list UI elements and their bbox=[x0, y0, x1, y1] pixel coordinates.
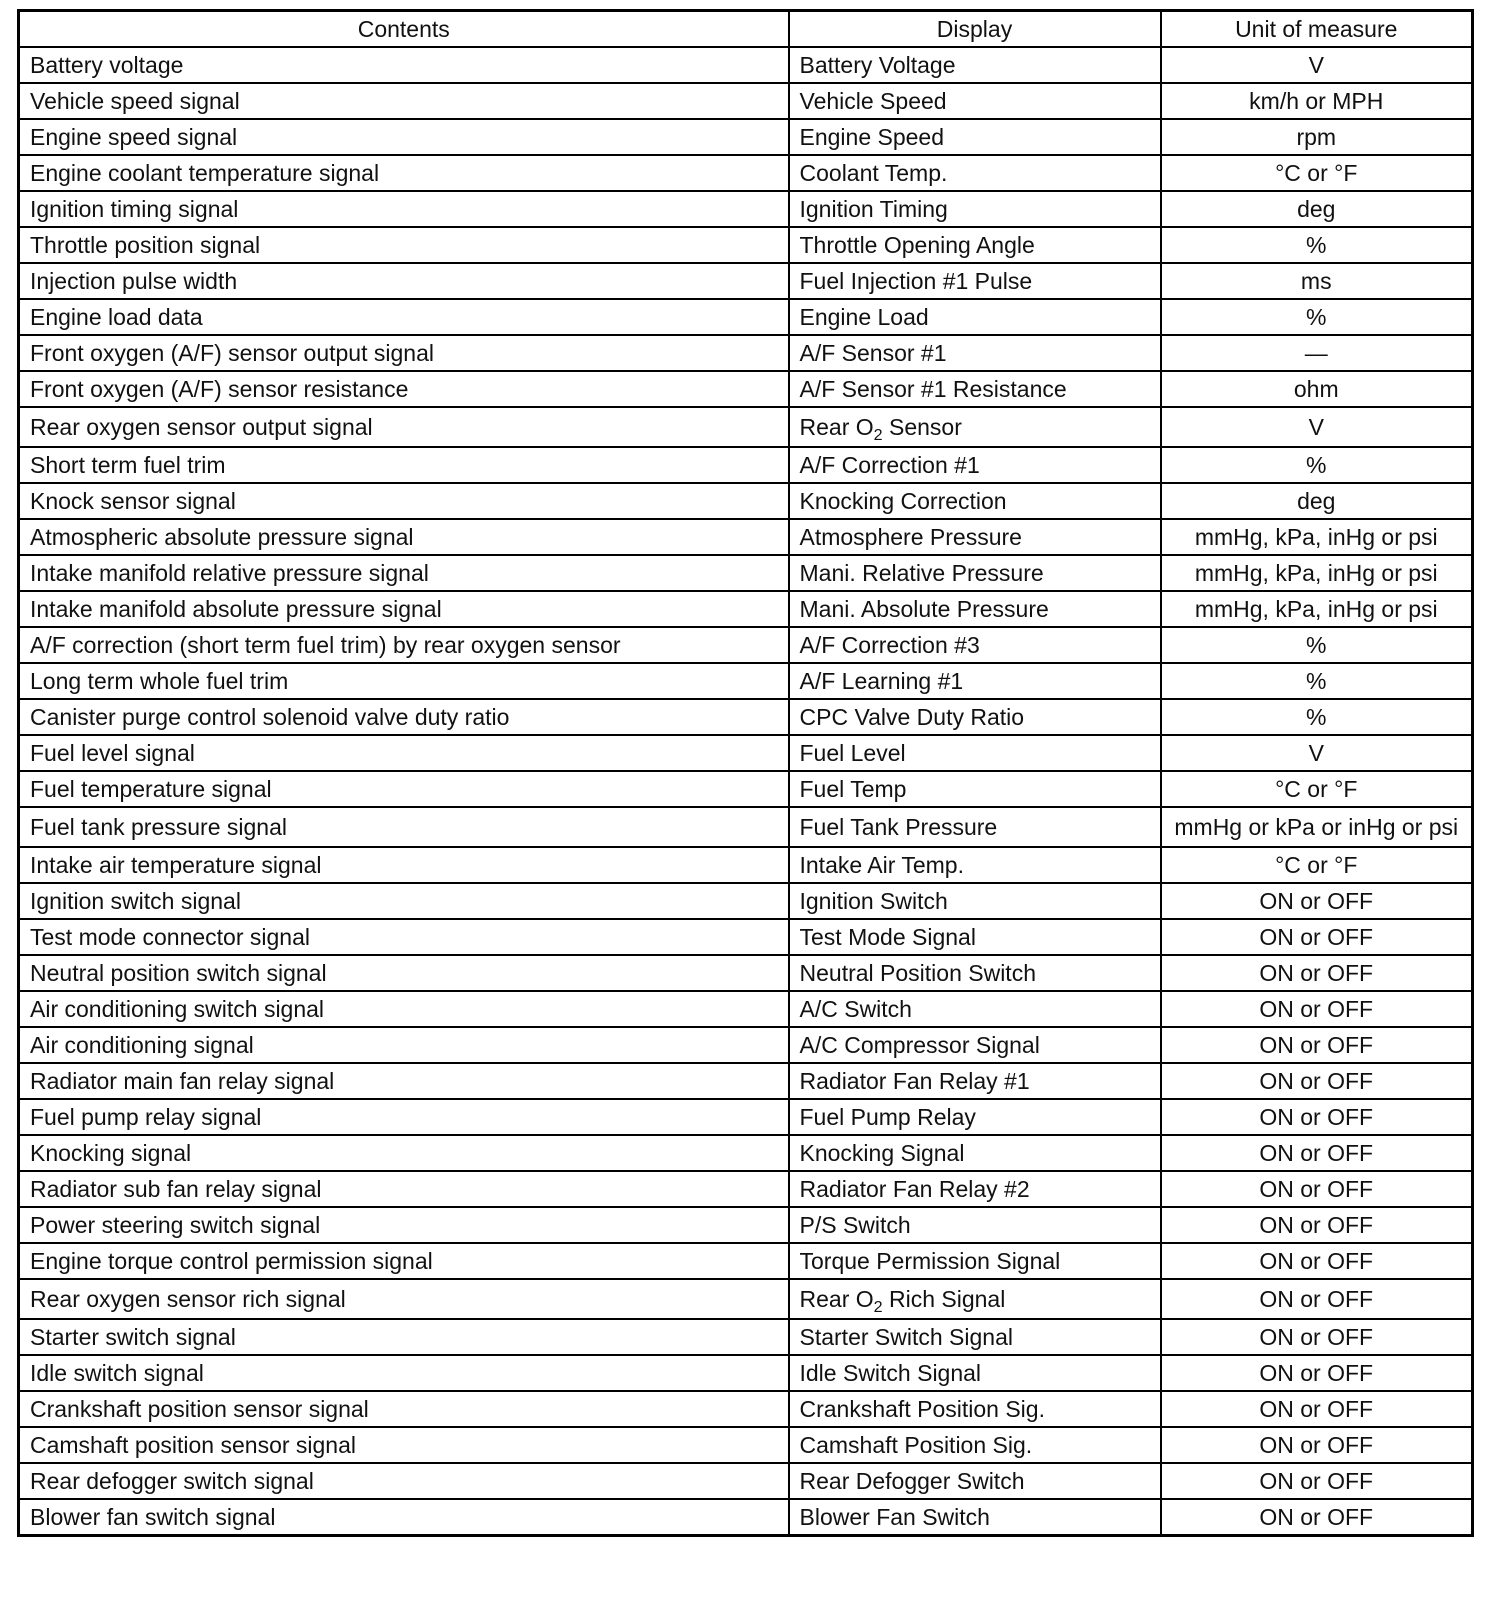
cell-display: A/F Learning #1 bbox=[789, 663, 1161, 699]
cell-display: Mani. Relative Pressure bbox=[789, 555, 1161, 591]
cell-display: Battery Voltage bbox=[789, 47, 1161, 83]
cell-unit: — bbox=[1161, 335, 1473, 371]
cell-display: Idle Switch Signal bbox=[789, 1355, 1161, 1391]
cell-contents: Radiator main fan relay signal bbox=[19, 1063, 789, 1099]
cell-contents: Front oxygen (A/F) sensor output signal bbox=[19, 335, 789, 371]
cell-contents: Intake manifold relative pressure signal bbox=[19, 555, 789, 591]
cell-unit: °C or °F bbox=[1161, 847, 1473, 883]
cell-unit: ON or OFF bbox=[1161, 1099, 1473, 1135]
cell-unit: % bbox=[1161, 663, 1473, 699]
cell-display: Engine Speed bbox=[789, 119, 1161, 155]
table-row bbox=[19, 1355, 1473, 1391]
table-row bbox=[19, 883, 1473, 919]
cell-contents: A/F correction (short term fuel trim) by rear oxygen sensor bbox=[19, 627, 789, 663]
table-row bbox=[19, 1391, 1473, 1427]
cell-contents: Test mode connector signal bbox=[19, 919, 789, 955]
table-row bbox=[19, 1463, 1473, 1499]
cell-contents: Engine coolant temperature signal bbox=[19, 155, 789, 191]
cell-unit: V bbox=[1161, 407, 1473, 447]
cell-contents: Engine speed signal bbox=[19, 119, 789, 155]
table-row bbox=[19, 47, 1473, 83]
header-unit: Unit of measure bbox=[1161, 11, 1473, 48]
table-row bbox=[19, 119, 1473, 155]
table-row bbox=[19, 1279, 1473, 1319]
table-row bbox=[19, 991, 1473, 1027]
table-row bbox=[19, 1063, 1473, 1099]
table-row bbox=[19, 955, 1473, 991]
cell-unit: ON or OFF bbox=[1161, 1319, 1473, 1355]
cell-contents: Rear oxygen sensor rich signal bbox=[19, 1279, 789, 1319]
table-row bbox=[19, 807, 1473, 847]
table-row bbox=[19, 1099, 1473, 1135]
cell-display: CPC Valve Duty Ratio bbox=[789, 699, 1161, 735]
display-text: Rear O bbox=[799, 413, 874, 440]
table-row bbox=[19, 699, 1473, 735]
cell-unit: °C or °F bbox=[1161, 155, 1473, 191]
cell-display: Vehicle Speed bbox=[789, 83, 1161, 119]
cell-display: Starter Switch Signal bbox=[789, 1319, 1161, 1355]
cell-display: Knocking Correction bbox=[789, 483, 1161, 519]
cell-unit: ON or OFF bbox=[1161, 1427, 1473, 1463]
cell-contents: Long term whole fuel trim bbox=[19, 663, 789, 699]
cell-display: Engine Load bbox=[789, 299, 1161, 335]
cell-display: Rear Defogger Switch bbox=[789, 1463, 1161, 1499]
cell-contents: Knocking signal bbox=[19, 1135, 789, 1171]
table-row bbox=[19, 483, 1473, 519]
cell-contents: Ignition timing signal bbox=[19, 191, 789, 227]
cell-contents: Intake air temperature signal bbox=[19, 847, 789, 883]
cell-unit: ON or OFF bbox=[1161, 1207, 1473, 1243]
table-row bbox=[19, 447, 1473, 483]
cell-display bbox=[789, 407, 1161, 447]
cell-unit: ON or OFF bbox=[1161, 1063, 1473, 1099]
cell-contents: Vehicle speed signal bbox=[19, 83, 789, 119]
table-row bbox=[19, 1427, 1473, 1463]
cell-display: P/S Switch bbox=[789, 1207, 1161, 1243]
cell-contents: Rear oxygen sensor output signal bbox=[19, 407, 789, 447]
table-row bbox=[19, 519, 1473, 555]
cell-contents: Front oxygen (A/F) sensor resistance bbox=[19, 371, 789, 407]
cell-contents: Canister purge control solenoid valve duty ratio bbox=[19, 699, 789, 735]
display-subscript: 2 bbox=[873, 1297, 883, 1316]
cell-unit: ON or OFF bbox=[1161, 991, 1473, 1027]
cell-contents: Knock sensor signal bbox=[19, 483, 789, 519]
cell-contents: Blower fan switch signal bbox=[19, 1499, 789, 1536]
cell-unit: °C or °F bbox=[1161, 771, 1473, 807]
cell-unit: mmHg, kPa, inHg or psi bbox=[1161, 555, 1473, 591]
cell-display: Fuel Level bbox=[789, 735, 1161, 771]
cell-display: Mani. Absolute Pressure bbox=[789, 591, 1161, 627]
cell-contents: Neutral position switch signal bbox=[19, 955, 789, 991]
cell-display: A/F Correction #1 bbox=[789, 447, 1161, 483]
cell-unit: ON or OFF bbox=[1161, 1243, 1473, 1279]
cell-display: Coolant Temp. bbox=[789, 155, 1161, 191]
cell-contents: Throttle position signal bbox=[19, 227, 789, 263]
header-row bbox=[19, 11, 1473, 48]
cell-display: Radiator Fan Relay #2 bbox=[789, 1171, 1161, 1207]
cell-contents: Air conditioning switch signal bbox=[19, 991, 789, 1027]
cell-contents: Fuel level signal bbox=[19, 735, 789, 771]
table-row bbox=[19, 1243, 1473, 1279]
cell-contents: Radiator sub fan relay signal bbox=[19, 1171, 789, 1207]
display-subscript: 2 bbox=[873, 425, 883, 444]
table-row bbox=[19, 627, 1473, 663]
table-row bbox=[19, 847, 1473, 883]
cell-display: Camshaft Position Sig. bbox=[789, 1427, 1161, 1463]
cell-unit: % bbox=[1161, 627, 1473, 663]
cell-unit: V bbox=[1161, 47, 1473, 83]
cell-unit: V bbox=[1161, 735, 1473, 771]
cell-display: A/C Switch bbox=[789, 991, 1161, 1027]
cell-display: Neutral Position Switch bbox=[789, 955, 1161, 991]
table-row bbox=[19, 555, 1473, 591]
cell-unit: ON or OFF bbox=[1161, 1171, 1473, 1207]
cell-display: Atmosphere Pressure bbox=[789, 519, 1161, 555]
cell-contents: Injection pulse width bbox=[19, 263, 789, 299]
table-row bbox=[19, 771, 1473, 807]
table-row bbox=[19, 1319, 1473, 1355]
table-row bbox=[19, 407, 1473, 447]
cell-contents: Camshaft position sensor signal bbox=[19, 1427, 789, 1463]
cell-unit: % bbox=[1161, 227, 1473, 263]
cell-contents: Engine torque control permission signal bbox=[19, 1243, 789, 1279]
cell-display: Fuel Tank Pressure bbox=[789, 807, 1161, 847]
cell-contents: Starter switch signal bbox=[19, 1319, 789, 1355]
cell-unit: ON or OFF bbox=[1161, 1391, 1473, 1427]
table-row bbox=[19, 1171, 1473, 1207]
cell-contents: Ignition switch signal bbox=[19, 883, 789, 919]
cell-unit: ON or OFF bbox=[1161, 1279, 1473, 1319]
header-contents: Contents bbox=[19, 11, 789, 48]
cell-contents: Atmospheric absolute pressure signal bbox=[19, 519, 789, 555]
table-row bbox=[19, 155, 1473, 191]
display-text-suffix: Sensor bbox=[882, 413, 962, 440]
cell-contents: Idle switch signal bbox=[19, 1355, 789, 1391]
data-table bbox=[17, 9, 1474, 1537]
cell-contents: Fuel temperature signal bbox=[19, 771, 789, 807]
table-row bbox=[19, 371, 1473, 407]
cell-unit: mmHg, kPa, inHg or psi bbox=[1161, 591, 1473, 627]
table-row bbox=[19, 191, 1473, 227]
display-text-suffix: Rich Signal bbox=[882, 1285, 1006, 1312]
cell-display: A/F Correction #3 bbox=[789, 627, 1161, 663]
cell-display: Radiator Fan Relay #1 bbox=[789, 1063, 1161, 1099]
cell-contents: Engine load data bbox=[19, 299, 789, 335]
cell-unit: ON or OFF bbox=[1161, 919, 1473, 955]
cell-display: Fuel Pump Relay bbox=[789, 1099, 1161, 1135]
cell-unit: rpm bbox=[1161, 119, 1473, 155]
table-row bbox=[19, 591, 1473, 627]
cell-display: Ignition Switch bbox=[789, 883, 1161, 919]
cell-unit: ON or OFF bbox=[1161, 1027, 1473, 1063]
cell-contents: Crankshaft position sensor signal bbox=[19, 1391, 789, 1427]
cell-unit: mmHg, kPa, inHg or psi bbox=[1161, 519, 1473, 555]
table-row bbox=[19, 335, 1473, 371]
cell-display: Knocking Signal bbox=[789, 1135, 1161, 1171]
cell-unit: ON or OFF bbox=[1161, 1463, 1473, 1499]
table-row bbox=[19, 1027, 1473, 1063]
cell-display: Ignition Timing bbox=[789, 191, 1161, 227]
table-row bbox=[19, 227, 1473, 263]
table-row bbox=[19, 1135, 1473, 1171]
table-row bbox=[19, 735, 1473, 771]
table-body bbox=[19, 47, 1473, 1536]
cell-contents: Air conditioning signal bbox=[19, 1027, 789, 1063]
cell-unit: % bbox=[1161, 299, 1473, 335]
cell-display: A/F Sensor #1 bbox=[789, 335, 1161, 371]
cell-display: Fuel Temp bbox=[789, 771, 1161, 807]
cell-display: Throttle Opening Angle bbox=[789, 227, 1161, 263]
cell-unit: ON or OFF bbox=[1161, 1135, 1473, 1171]
cell-display: Fuel Injection #1 Pulse bbox=[789, 263, 1161, 299]
cell-contents: Fuel tank pressure signal bbox=[19, 807, 789, 847]
table-row bbox=[19, 263, 1473, 299]
cell-unit: ohm bbox=[1161, 371, 1473, 407]
cell-unit: deg bbox=[1161, 191, 1473, 227]
cell-display bbox=[789, 1279, 1161, 1319]
cell-display: Intake Air Temp. bbox=[789, 847, 1161, 883]
table-row bbox=[19, 83, 1473, 119]
cell-display: Blower Fan Switch bbox=[789, 1499, 1161, 1536]
table-row bbox=[19, 299, 1473, 335]
header-display: Display bbox=[789, 11, 1161, 48]
cell-unit: ON or OFF bbox=[1161, 1355, 1473, 1391]
cell-unit: ON or OFF bbox=[1161, 883, 1473, 919]
cell-unit: % bbox=[1161, 699, 1473, 735]
cell-contents: Intake manifold absolute pressure signal bbox=[19, 591, 789, 627]
cell-contents: Fuel pump relay signal bbox=[19, 1099, 789, 1135]
cell-display: A/F Sensor #1 Resistance bbox=[789, 371, 1161, 407]
display-text: Rear O bbox=[799, 1285, 874, 1312]
table-row bbox=[19, 663, 1473, 699]
cell-display: Crankshaft Position Sig. bbox=[789, 1391, 1161, 1427]
cell-unit: km/h or MPH bbox=[1161, 83, 1473, 119]
cell-contents: Battery voltage bbox=[19, 47, 789, 83]
table-row bbox=[19, 1207, 1473, 1243]
cell-unit: ON or OFF bbox=[1161, 955, 1473, 991]
cell-unit: ms bbox=[1161, 263, 1473, 299]
cell-contents: Rear defogger switch signal bbox=[19, 1463, 789, 1499]
cell-unit: ON or OFF bbox=[1161, 1499, 1473, 1536]
cell-unit: mmHg or kPa or inHg or psi bbox=[1161, 807, 1473, 847]
cell-display: Test Mode Signal bbox=[789, 919, 1161, 955]
cell-unit: deg bbox=[1161, 483, 1473, 519]
cell-unit: % bbox=[1161, 447, 1473, 483]
cell-display: A/C Compressor Signal bbox=[789, 1027, 1161, 1063]
cell-display: Torque Permission Signal bbox=[789, 1243, 1161, 1279]
table-row bbox=[19, 1499, 1473, 1536]
cell-contents: Short term fuel trim bbox=[19, 447, 789, 483]
table-row bbox=[19, 919, 1473, 955]
cell-contents: Power steering switch signal bbox=[19, 1207, 789, 1243]
